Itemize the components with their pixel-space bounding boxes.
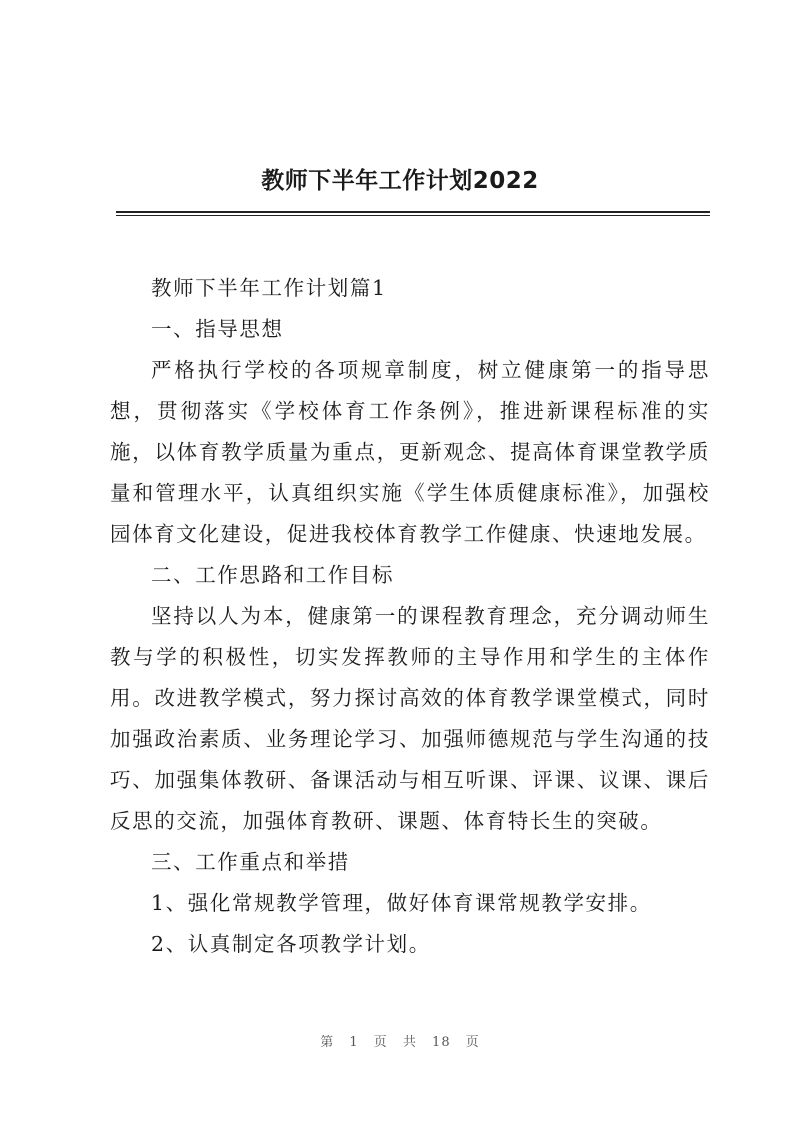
section-heading-measures: 三、工作重点和举措 xyxy=(151,850,350,874)
list-item-measure-1: 1、强化常规教学管理，做好体育课常规教学安排。 xyxy=(151,891,652,915)
section-heading-guiding-ideology: 一、指导思想 xyxy=(151,317,284,341)
section-heading-goals: 二、工作思路和工作目标 xyxy=(151,563,395,587)
section-heading-plan: 教师下半年工作计划篇1 xyxy=(151,276,387,300)
paragraph-goals: 坚持以人为本，健康第一的课程教育理念，充分调动师生教与学的积极性，切实发挥教师的主导作用和学生的主体作用。改进教学模式，努力探讨高效的体育教学课堂模式，同时加强政治素质、业务理论学习、加强师德规范与学生沟通的技巧、加强集体教研、备课活动与相互听课、评课、议课、课后反思的交流，加强体育教研、课题、体育特长生的突破。 xyxy=(110,604,710,833)
list-item-measure-2: 2、认真制定各项教学计划。 xyxy=(151,932,431,956)
paragraph-guiding-ideology: 严格执行学校的各项规章制度，树立健康第一的指导思想，贯彻落实《学校体育工作条例》，推进新课程标准的实施，以体育教学质量为重点，更新观念、提高体育课堂教学质量和管理水平，认真组织实施《学生体质健康标准》，加强校园体育文化建设，促进我校体育教学工作健康、快速地发展。 xyxy=(110,358,710,546)
document-body xyxy=(110,268,710,965)
page-number-footer: 第 1 页 共 18 页 xyxy=(320,1035,480,1050)
title-divider xyxy=(116,211,710,213)
document-title: 教师下半年工作计划2022 xyxy=(261,168,539,194)
